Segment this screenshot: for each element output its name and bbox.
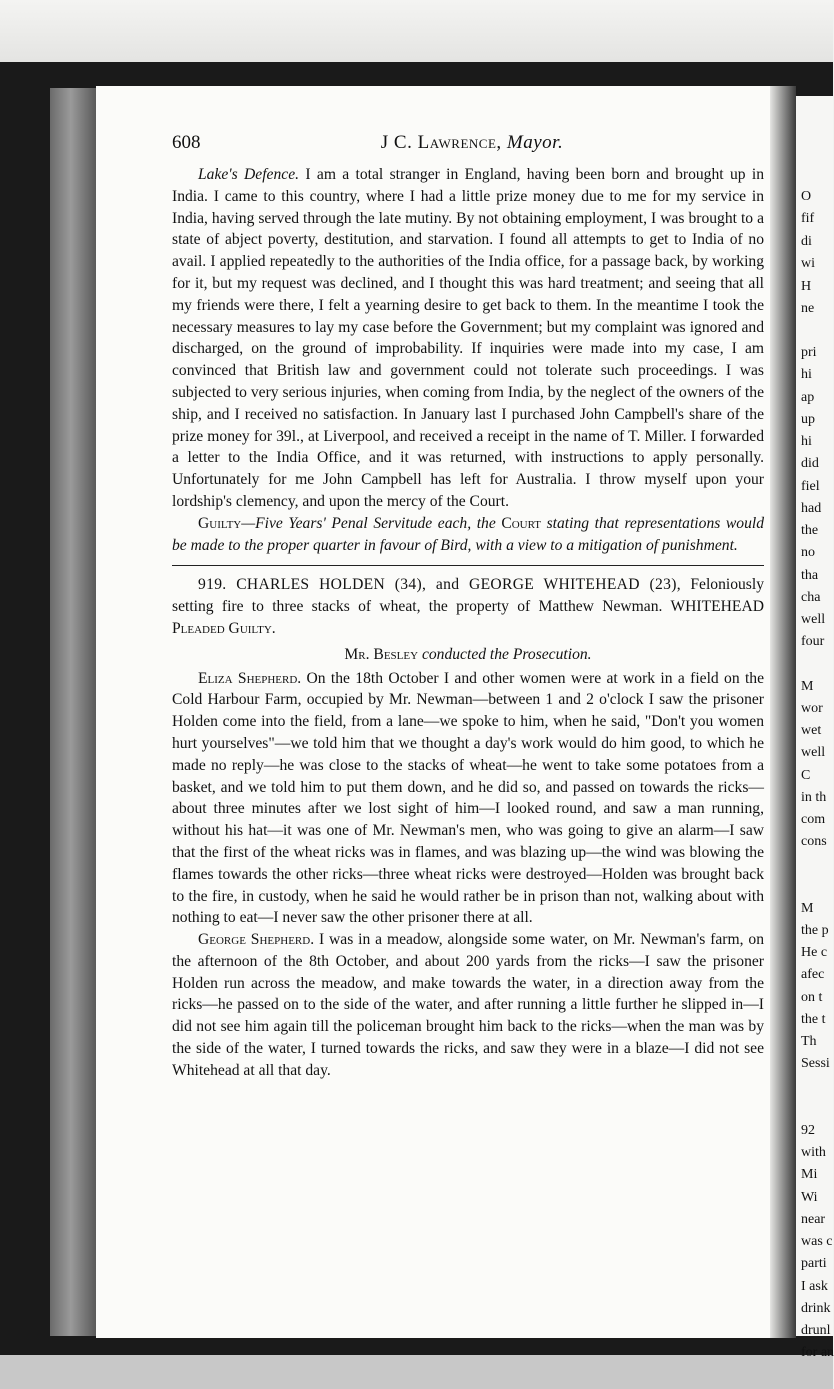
adjacent-page-fragment: Sessi <box>801 1056 830 1071</box>
adjacent-page-fragment: O <box>801 189 812 204</box>
verdict-paragraph <box>172 513 764 557</box>
defence-paragraph <box>172 164 764 513</box>
testimony-paragraph <box>172 668 764 930</box>
adjacent-page-fragment: ap <box>801 390 815 405</box>
adjacent-page-fragment: cons <box>801 834 827 849</box>
section-divider <box>172 565 764 566</box>
adjacent-page-fragment: did <box>801 456 819 471</box>
defence-text: I am a total stranger in England, having been born and brought up in India. I came to this country, where I had a little prize money due to me for my service in India, having served through the late mutiny. By not obtaining employment, I was brought to a state of abject poverty, destitution, and starvation. I found all attempts to get to India of no avail. I applied repeatedly to the authorities of the India office, for a passage back, by working for it, but my request was declined, and I thought this was hard treatment; and seeing that all my friends were there, I felt a yearning desire to get back to them. In the meantime I took the necessary measures to lay my case before the Government; but my complaint was ignored and discharged, on the ground of improbability. If inquiries were made into my case, I am convinced that British law and government could not tolerate such proceedings. I was subjected to very serious injuries, when coming from India, by the neglect of the owners of the ship, and I received no satisfaction. In January last I purchased John Campbell's share of the prize money for 39l., at Liverpool, and received a receipt in the name of T. Miller. I forwarded a letter to the India Office, and it was returned, with instructions to apply personally. Unfortunately for me John Campbell has left for Australia. I throw myself upon your lordship's clemency, and upon the mercy of the Court. <box>172 166 764 510</box>
case-title-caps: 919. CHARLES HOLDEN (34), and GEORGE WHITEHEAD (23), <box>198 576 681 594</box>
case-title-rest: Feloniously setting fire to three stacks of wheat, the property of Matthew Newman. <box>172 576 765 616</box>
counsel-rest: conducted the Prosecution. <box>421 645 592 663</box>
book-page-edges <box>50 88 96 1336</box>
adjacent-page-fragment: fiel <box>801 479 820 494</box>
verdict-text-b: stating that representations would be made to the proper quarter in favour of Bird, with a view to a mitigation of punishment. <box>172 514 764 554</box>
page-number: 608 <box>172 132 201 153</box>
adjacent-page-fragment: di <box>801 234 812 249</box>
adjacent-page-fragment: C <box>801 768 811 783</box>
book-gutter <box>770 86 796 1338</box>
adjacent-page-fragment: Mi <box>801 1167 818 1182</box>
adjacent-page-fragment: M <box>801 679 814 694</box>
counsel-line <box>172 644 764 666</box>
adjacent-page-fragment: the t <box>801 1012 826 1027</box>
verdict-text-a: —Five Years' Penal Servitude each, the <box>241 514 502 532</box>
adjacent-page-fragment: drunl <box>801 1323 831 1338</box>
page-header <box>172 132 772 156</box>
adjacent-page-fragment: no <box>801 545 815 560</box>
adjacent-page-edge <box>796 96 834 1360</box>
testimony-text: On the 18th October I and other women were at work in a field on the Cold Harbour Farm, occupied by Mr. Newman—between 1 and 2 o'clock I saw the prisoner Holden come into the field, from a lane—we spoke to him, when he said, "Don't you women hurt yourselves"—we told him that we thought a day's work would do him good, to which he made no reply—he was close to the stacks of wheat—he went to take some potatoes from a basket, and we told him to put them down, and he did so, and passed on towards the ricks—about three minutes after we lost sight of him—I looked round, and saw a man running, without his hat—it was one of Mr. Newman's men, who was going to give an alarm—I saw that the first of the wheat ricks was in flames, and was blazing up—the wind was blowing the flames towards the other ricks—three wheat ricks were destroyed—Holden was brought back to the fire, in custody, when he said he would rather be in prison than not, walking about with nothing to eat—I never saw the other prisoner there at all. <box>172 669 764 927</box>
book-page <box>96 86 786 1338</box>
adjacent-page-fragment: I ask <box>801 1279 828 1294</box>
adjacent-page-fragment: cha <box>801 590 821 605</box>
adjacent-page-fragment: near <box>801 1212 826 1227</box>
adjacent-page-fragment: the p <box>801 923 829 938</box>
adjacent-page-fragment: afec <box>801 967 825 982</box>
verdict-label: Guilty <box>198 514 242 532</box>
adjacent-page-fragment: for an <box>801 1345 834 1360</box>
adjacent-page-fragment: M <box>801 901 814 916</box>
running-head-title: Mayor. <box>506 132 564 153</box>
case-heading <box>172 574 764 639</box>
running-head <box>172 132 772 154</box>
adjacent-page-fragment: up <box>801 412 815 427</box>
adjacent-page-fragment: was c <box>801 1234 833 1249</box>
adjacent-page-fragment: wor <box>801 701 823 716</box>
scan-bottom-margin <box>0 1355 833 1389</box>
plea-text: Pleaded Guilty. <box>172 619 276 637</box>
testimony-paragraph <box>172 929 764 1082</box>
plea-name: WHITEHEAD <box>670 598 764 616</box>
adjacent-page-fragment: well <box>801 612 826 627</box>
adjacent-page-fragment: com <box>801 812 826 827</box>
adjacent-page-fragment: well <box>801 745 826 760</box>
adjacent-page-fragment: H <box>801 279 812 294</box>
adjacent-page-fragment: with <box>801 1145 826 1160</box>
adjacent-page-fragment: hi <box>801 434 812 449</box>
adjacent-page-fragment: wi <box>801 256 815 271</box>
adjacent-page-fragment: Wi <box>801 1190 818 1205</box>
witness-name: Eliza Shepherd. <box>198 669 302 687</box>
adjacent-page-fragment: He c <box>801 945 828 960</box>
adjacent-page-fragment: on t <box>801 990 823 1005</box>
verdict-court: Court <box>501 514 542 532</box>
witness-name: George Shepherd. <box>198 931 315 949</box>
adjacent-page-fragment: wet <box>801 723 822 738</box>
counsel-name: Mr. Besley <box>344 645 419 663</box>
testimony-text: I was in a meadow, alongside some water, on Mr. Newman's farm, on the afternoon of the 8th October, and about 200 yards from the ricks—I saw the prisoner Holden run across the meadow, and make towards the water, in a direction away from the ricks—he passed on to the side of the water, and after running a little further he slipped in—I did not see him again till the policeman brought him back to the ricks—when the man was by the side of the water, I turned towards the ricks, and saw they were in a blaze—I did not see Whitehead at all that day. <box>172 931 764 1079</box>
scan-top-margin <box>0 0 833 62</box>
running-head-name: J C. Lawrence, <box>380 132 502 153</box>
adjacent-page-fragment: drink <box>801 1301 831 1316</box>
adjacent-page-fragment: in th <box>801 790 827 805</box>
page-body <box>172 164 764 1082</box>
adjacent-page-fragment: hi <box>801 367 812 382</box>
adjacent-page-fragment: ne <box>801 301 815 316</box>
adjacent-page-fragment: pri <box>801 345 817 360</box>
adjacent-page-fragment: parti <box>801 1256 827 1271</box>
adjacent-page-fragment: had <box>801 501 822 516</box>
adjacent-page-fragment: the <box>801 523 819 538</box>
adjacent-page-fragment: tha <box>801 568 819 583</box>
adjacent-page-fragment: 92 <box>801 1123 815 1138</box>
adjacent-page-fragment: Th <box>801 1034 817 1049</box>
adjacent-page-fragment: fif <box>801 211 815 226</box>
adjacent-page-fragment: four <box>801 634 825 649</box>
defence-label: Lake's Defence. <box>198 166 300 183</box>
